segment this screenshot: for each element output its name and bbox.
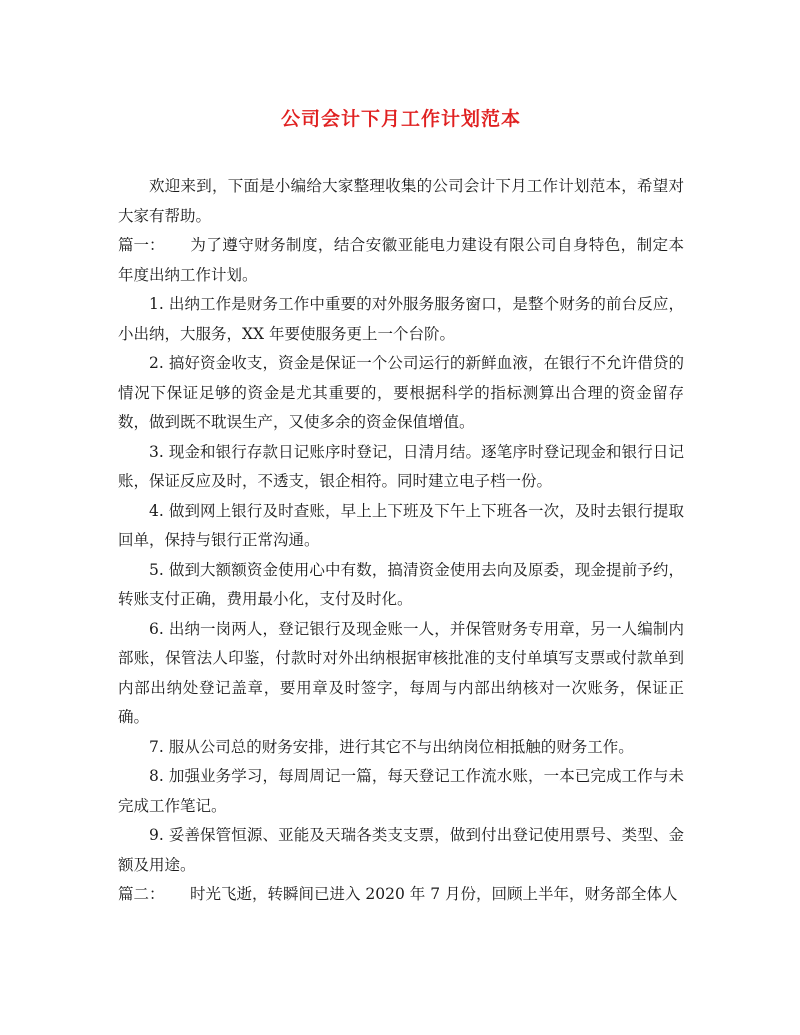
section-1-text: 为了遵守财务制度，结合安徽亚能电力建设有限公司自身特色，制定本年度出纳工作计划。 [118, 236, 684, 284]
section-2-text: 时光飞逝，转瞬间已进入 2020 年 7 月份，回顾上半年，财务部全体人 [190, 885, 678, 903]
section-2-label: 篇二： [118, 885, 165, 903]
plan-item-7: 7. 服从公司总的财务安排，进行其它不与出纳岗位相抵触的财务工作。 [149, 737, 634, 756]
document-title: 公司会计下月工作计划范本 [280, 108, 521, 130]
plan-item-2: 2. 搞好资金收支，资金是保证一个公司运行的新鲜血液，在银行不允许借贷的情况下保证足够的资金是尤其重要的，要根据科学的指标测算出合理的资金留存数，做到既不耽误生产，又使多余的资金保值增值。 [118, 354, 684, 431]
plan-item-5: 5. 做到大额额资金使用心中有数，搞清资金使用去向及原委，现金提前予约，转账支付正确，费用最小化，支付及时化。 [118, 560, 684, 608]
document-body [118, 172, 684, 910]
section-1-label: 篇一： [118, 236, 165, 254]
plan-item-3: 3. 现金和银行存款日记账序时登记，日清月结。逐笔序时登记现金和银行日记账，保证反应及时，不透支，银企相符。同时建立电子档一份。 [118, 442, 684, 490]
intro-paragraph: 欢迎来到，下面是小编给大家整理收集的公司会计下月工作计划范本，希望对大家有帮助。 [118, 177, 684, 225]
section-1-paragraph [118, 231, 684, 290]
plan-item-6: 6. 出纳一岗两人，登记银行及现金账一人，并保管财务专用章，另一人编制内部账，保管法人印鉴，付款时对外出纳根据审核批准的支付单填写支票或付款单到内部出纳处登记盖章，要用章及时签字，每周与内部出纳核对一次账务，保证正确。 [118, 619, 684, 726]
plan-item-1: 1. 出纳工作是财务工作中重要的对外服务服务窗口，是整个财务的前台反应，小出纳，大服务，XX 年要使服务更上一个台阶。 [118, 295, 684, 343]
plan-item-8: 8. 加强业务学习，每周周记一篇，每天登记工作流水账，一本已完成工作与未完成工作笔记。 [118, 767, 684, 815]
section-2-paragraph [118, 880, 684, 910]
plan-item-4: 4. 做到网上银行及时查账，早上上下班及下午上下班各一次，及时去银行提取回单，保持与银行正常沟通。 [118, 501, 684, 549]
plan-item-9: 9. 妥善保管恒源、亚能及天瑞各类支支票，做到付出登记使用票号、类型、金额及用途。 [118, 826, 684, 874]
